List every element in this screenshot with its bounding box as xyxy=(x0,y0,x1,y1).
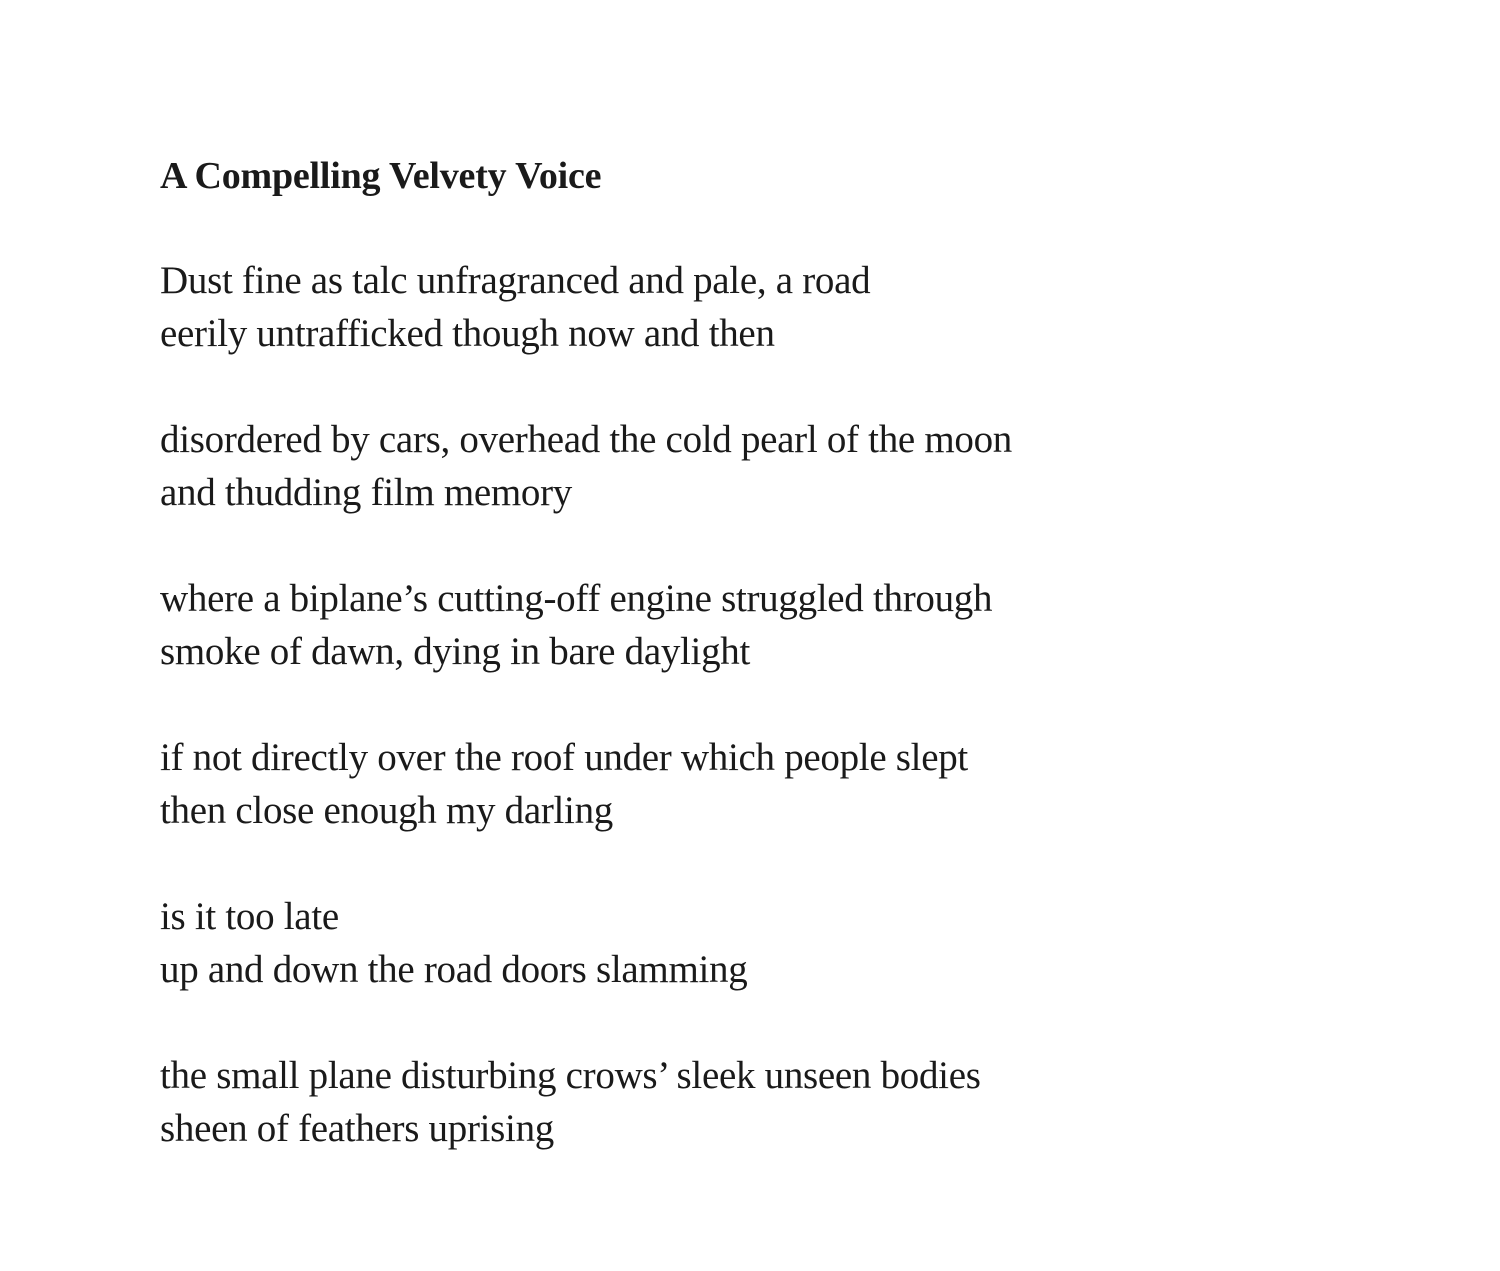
poem-line: Dust fine as talc unfragranced and pale, a road xyxy=(160,259,871,302)
poem-line: then close enough my darling xyxy=(160,789,613,832)
stanza xyxy=(160,254,1360,360)
stanza xyxy=(160,1049,1360,1155)
stanza xyxy=(160,890,1360,996)
poem-line: sheen of feathers uprising xyxy=(160,1107,554,1150)
poem-line: if not directly over the roof under which people slept xyxy=(160,736,968,779)
stanza xyxy=(160,572,1360,678)
poem-line: the small plane disturbing crows’ sleek unseen bodies xyxy=(160,1054,981,1097)
poem-line: up and down the road doors slamming xyxy=(160,948,748,991)
stanza xyxy=(160,413,1360,519)
poem xyxy=(160,150,1360,1208)
poem-line: where a biplane’s cutting-off engine struggled through xyxy=(160,577,993,620)
poem-title: A Compelling Velvety Voice xyxy=(160,155,602,197)
poem-line: smoke of dawn, dying in bare daylight xyxy=(160,630,751,673)
poem-line: and thudding film memory xyxy=(160,471,572,514)
poem-line: eerily untrafficked though now and then xyxy=(160,312,775,355)
poem-line: disordered by cars, overhead the cold pearl of the moon xyxy=(160,418,1013,461)
poem-line: is it too late xyxy=(160,895,339,938)
stanza xyxy=(160,731,1360,837)
